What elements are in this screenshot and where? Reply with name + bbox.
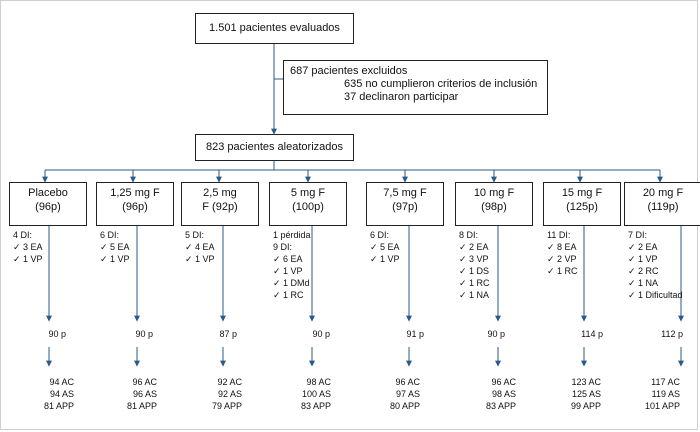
arm-name: 20 mg F: [642, 187, 684, 199]
arm-box: [96, 182, 174, 226]
excluded-box: [283, 60, 548, 115]
result-line: 81 APP: [126, 401, 157, 411]
detail-line: ✓ 1 DS: [459, 266, 490, 276]
detail-line: ✓ 2 RC: [628, 266, 659, 276]
result-line: 94 AC: [49, 377, 74, 387]
excluded-title: 687 pacientes excluidos: [290, 65, 408, 77]
detail-line: ✓ 1 VP: [370, 254, 400, 264]
result-line: 81 APP: [43, 401, 74, 411]
arm-box: [9, 182, 87, 226]
detail-line: ✓ 5 EA: [100, 242, 130, 252]
detail-line: ✓ 5 EA: [370, 242, 400, 252]
arm-size: (100p): [292, 201, 324, 213]
arm-name: 2,5 mg: [203, 187, 237, 199]
result-line: 125 AS: [571, 389, 601, 399]
arm-name: 1,25 mg F: [110, 187, 160, 199]
evaluated-box: [195, 13, 354, 44]
arm-results: [182, 376, 242, 412]
detail-line: ✓ 1 VP: [100, 254, 130, 264]
result-line: 98 AS: [491, 389, 516, 399]
arm-name: Placebo: [28, 187, 68, 199]
result-line: 83 APP: [300, 401, 331, 411]
detail-line: ✓ 1 NA: [459, 290, 490, 300]
result-line: 96 AS: [132, 389, 157, 399]
result-line: 101 APP: [644, 401, 680, 411]
result-line: 79 APP: [211, 401, 242, 411]
result-line: 96 AC: [491, 377, 516, 387]
result-line: 97 AS: [395, 389, 420, 399]
result-line: 119 AS: [651, 389, 680, 399]
arm-completed: 87 p: [219, 329, 237, 339]
detail-line: ✓ 4 EA: [185, 242, 215, 252]
result-line: 92 AS: [217, 389, 242, 399]
arm-name: 5 mg F: [290, 187, 326, 199]
arm-completed: 90 p: [312, 329, 330, 339]
result-line: 96 AC: [132, 377, 157, 387]
arm-size: (119p): [647, 201, 679, 213]
detail-line: ✓ 2 EA: [459, 242, 489, 252]
arm-completed: 114 p: [581, 329, 603, 339]
result-line: 94 AS: [49, 389, 74, 399]
arm-completed: 90 p: [135, 329, 153, 339]
detail-line: ✓ 1 RC: [459, 278, 490, 288]
arm-details: [628, 229, 683, 301]
arm-completed: 90 p: [487, 329, 505, 339]
arm-name: 10 mg F: [473, 187, 515, 199]
arm-results: [97, 376, 157, 412]
arm-completed: 90 p: [48, 329, 66, 339]
evaluated-text: 1.501 pacientes evaluados: [209, 22, 340, 34]
arm-details: [13, 229, 43, 265]
arm-results: [541, 376, 601, 412]
result-line: 117 AC: [651, 377, 680, 387]
excluded-line: 37 declinaron participar: [344, 91, 459, 103]
arm-results: [271, 376, 331, 412]
detail-line: 5 DI:: [185, 230, 205, 240]
detail-line: ✓ 8 EA: [547, 242, 577, 252]
detail-line: ✓ 1 Dificultad: [628, 290, 683, 300]
arm-results: [360, 376, 420, 412]
detail-line: 6 DI:: [100, 230, 120, 240]
result-line: 99 APP: [570, 401, 601, 411]
arm-box: [543, 182, 621, 226]
excluded-line: 635 no cumplieron criterios de inclusión: [344, 78, 538, 90]
detail-line: ✓ 1 DMd: [273, 278, 310, 288]
detail-line: ✓ 3 VP: [459, 254, 489, 264]
result-line: 92 AC: [217, 377, 242, 387]
detail-line: ✓ 2 EA: [628, 242, 658, 252]
detail-line: ✓ 6 EA: [273, 254, 303, 264]
arm-box: [181, 182, 259, 226]
result-line: 96 AC: [395, 377, 420, 387]
detail-line: ✓ 1 VP: [185, 254, 215, 264]
arm-results: [456, 376, 516, 412]
randomized-text: 823 pacientes aleatorizados: [206, 141, 343, 153]
arm-size: F (92p): [202, 201, 238, 213]
arm-details: [100, 229, 130, 265]
detail-line: 11 DI:: [547, 230, 571, 240]
arm-size: (98p): [481, 201, 507, 213]
arm-details: [370, 229, 400, 265]
detail-line: 6 DI:: [370, 230, 390, 240]
detail-line: 8 DI:: [459, 230, 479, 240]
result-line: 80 APP: [389, 401, 420, 411]
result-line: 83 APP: [485, 401, 516, 411]
detail-line: ✓ 1 VP: [628, 254, 658, 264]
arm-name: 15 mg F: [561, 187, 603, 199]
arm-details: [273, 229, 311, 301]
arm-completed: 112 p: [661, 329, 683, 339]
arm-results: [620, 376, 680, 412]
arm-details: [547, 229, 578, 277]
arm-box: [366, 182, 444, 226]
arm-box: [455, 182, 533, 226]
arm-size: (96p): [35, 201, 61, 213]
arm-completed: 91 p: [406, 329, 424, 339]
arm-box: [624, 182, 700, 226]
detail-line: ✓ 1 VP: [13, 254, 43, 264]
detail-line: 9 DI:: [273, 242, 293, 252]
detail-line: ✓ 3 EA: [13, 242, 43, 252]
arm-details: [459, 229, 490, 301]
detail-line: ✓ 1 RC: [547, 266, 578, 276]
result-line: 100 AS: [301, 389, 331, 399]
arm-details: [185, 229, 215, 265]
arm-size: (97p): [392, 201, 418, 213]
result-line: 123 AC: [571, 377, 601, 387]
arm-results: [14, 376, 74, 412]
arm-size: (125p): [566, 201, 598, 213]
randomized-box: [195, 134, 354, 161]
detail-line: 7 DI:: [628, 230, 648, 240]
detail-line: ✓ 1 RC: [273, 290, 304, 300]
arm-box: [269, 182, 347, 226]
detail-line: 1 pérdida: [273, 230, 311, 240]
arm-name: 7,5 mg F: [383, 187, 427, 199]
detail-line: ✓ 2 VP: [547, 254, 577, 264]
arm-size: (96p): [122, 201, 148, 213]
result-line: 98 AC: [306, 377, 331, 387]
detail-line: ✓ 1 VP: [273, 266, 303, 276]
detail-line: 4 DI:: [13, 230, 33, 240]
detail-line: ✓ 1 NA: [628, 278, 659, 288]
